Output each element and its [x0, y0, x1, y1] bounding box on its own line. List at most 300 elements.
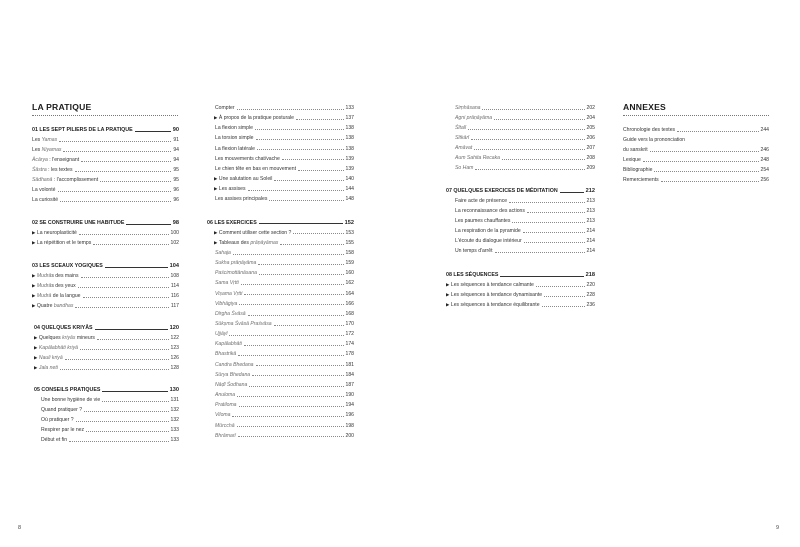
dot-leader — [76, 421, 169, 422]
triangle-right-icon: ▶ — [32, 273, 36, 278]
entry-text: La volonté — [32, 187, 56, 193]
toc-entry[interactable] — [215, 267, 354, 276]
toc-entry[interactable] — [455, 112, 595, 121]
dot-leader — [523, 232, 585, 233]
toc-entry[interactable] — [34, 362, 179, 371]
title-rule — [623, 115, 769, 116]
toc-page-number: 209 — [586, 165, 595, 171]
toc-page-number: 137 — [345, 115, 354, 122]
toc-page-number: 126 — [170, 355, 179, 361]
toc-entry-label — [455, 238, 522, 244]
dot-leader — [75, 171, 172, 172]
toc-entry[interactable] — [41, 404, 179, 413]
dot-leader — [59, 141, 171, 142]
toc-entry-label — [455, 248, 493, 254]
toc-entry-label — [34, 345, 78, 351]
entry-text: s des mains — [51, 273, 79, 279]
toc-page-number: 158 — [345, 249, 354, 256]
entry-sanskrit-term: Agni prāṇāyāma — [455, 115, 493, 121]
entry-text: Guide vers la prononciation — [623, 137, 686, 143]
toc-entry[interactable] — [455, 142, 595, 151]
toc-entry[interactable] — [446, 279, 595, 288]
entry-sanskrit-term: Candra Bhedana — [215, 361, 254, 368]
toc-page-number: 236 — [586, 302, 595, 308]
toc-entry[interactable] — [214, 112, 354, 121]
toc-entry-label — [215, 362, 254, 368]
toc-entry[interactable] — [32, 290, 179, 299]
dot-leader — [102, 401, 168, 402]
toc-entry[interactable] — [41, 414, 179, 423]
dot-leader — [249, 386, 343, 387]
toc-page-number: 220 — [586, 282, 595, 288]
toc-entry[interactable] — [455, 205, 595, 214]
toc-chapter-heading[interactable] — [32, 217, 179, 226]
toc-entry[interactable] — [32, 227, 179, 236]
toc-chapter-heading[interactable] — [446, 269, 595, 278]
toc-entry-label — [215, 260, 256, 266]
toc-chapter-heading[interactable] — [32, 124, 179, 133]
toc-entry-label — [215, 196, 267, 202]
toc-entry[interactable] — [215, 163, 354, 172]
toc-entry-label — [32, 230, 77, 236]
dot-leader — [100, 181, 171, 182]
toc-entry[interactable] — [215, 328, 354, 337]
toc-entry[interactable] — [215, 257, 354, 266]
toc-page-number: 153 — [345, 229, 354, 236]
dot-leader — [244, 294, 343, 295]
entry-text: Quatre — [36, 303, 54, 309]
toc-entry-label — [32, 167, 73, 173]
toc-entry[interactable] — [34, 352, 179, 361]
toc-entry[interactable] — [623, 144, 769, 153]
dot-leader — [65, 359, 169, 360]
dot-leader — [97, 339, 169, 340]
toc-entry[interactable] — [215, 359, 354, 368]
toc-page-number: 94 — [173, 157, 179, 163]
dot-leader — [248, 190, 344, 191]
entry-text: La répétition et le temps — [36, 240, 92, 246]
entry-text: Les séquences à tendance calmante — [450, 282, 534, 288]
entry-sanskrit-term: Bhastrikā — [215, 351, 237, 358]
toc-entry[interactable] — [32, 154, 179, 163]
toc-page-number: 132 — [170, 417, 179, 423]
dot-leader — [274, 325, 344, 326]
chapter-title: 07 QUELQUES EXERCICES DE MÉDITATION — [446, 188, 558, 194]
dot-leader — [237, 109, 344, 110]
toc-page-number: 228 — [586, 292, 595, 298]
dot-leader — [256, 139, 344, 140]
entry-text: Quelques — [38, 335, 63, 341]
toc-entry[interactable] — [215, 430, 354, 439]
toc-entry[interactable] — [455, 235, 595, 244]
toc-entry-label — [34, 335, 95, 341]
dot-leader — [80, 349, 169, 350]
toc-entry[interactable] — [215, 143, 354, 152]
dot-leader — [512, 222, 584, 223]
section-title-annexes: ANNEXES — [623, 102, 666, 112]
entry-text: : les textes — [46, 167, 73, 173]
toc-entry-label — [446, 302, 540, 308]
toc-page-number: 138 — [345, 125, 354, 132]
toc-entry[interactable] — [623, 154, 769, 163]
toc-entry[interactable] — [623, 164, 769, 173]
toc-entry[interactable] — [215, 288, 354, 297]
toc-entry-label — [215, 331, 227, 337]
entry-text: Où pratiquer ? — [41, 417, 74, 423]
entry-text: Chronologie des textes — [623, 127, 676, 133]
entry-sanskrit-term: Aum Sahita Recaka — [455, 155, 501, 161]
entry-sanskrit-term: kriyās — [62, 335, 76, 341]
toc-entry[interactable] — [215, 399, 354, 408]
entry-sanskrit-term: Śāstra — [32, 167, 47, 173]
toc-entry[interactable] — [41, 424, 179, 433]
entry-text: Faire acte de présence — [455, 198, 508, 204]
entry-sanskrit-term: Sahaja — [215, 249, 231, 256]
toc-entry[interactable] — [32, 280, 179, 289]
entry-text: Les assises — [218, 186, 246, 193]
toc-page-number: 139 — [345, 155, 354, 162]
dot-leader — [69, 441, 168, 442]
toc-page-number: 190 — [345, 392, 354, 399]
toc-page-number: 131 — [170, 397, 179, 403]
toc-entry[interactable] — [32, 270, 179, 279]
toc-chapter-heading[interactable] — [32, 260, 179, 269]
toc-entry[interactable] — [455, 102, 595, 111]
toc-page-number: 133 — [170, 437, 179, 443]
page-number-left: 8 — [18, 525, 22, 531]
dot-leader — [650, 151, 759, 152]
toc-entry-label — [215, 402, 237, 408]
toc-entry[interactable] — [455, 245, 595, 254]
dot-leader — [63, 151, 171, 152]
entry-sanskrit-term: Siṃhāsana — [455, 105, 481, 111]
toc-entry-label — [215, 372, 250, 378]
toc-page-number: 95 — [173, 177, 179, 183]
entry-sanskrit-term: Kapālabhāti kriyā — [38, 345, 78, 351]
toc-entry[interactable] — [215, 420, 354, 429]
dot-leader — [494, 119, 584, 120]
toc-entry-label — [32, 273, 79, 279]
toc-page-number: 91 — [173, 137, 179, 143]
toc-page-number: 162 — [345, 280, 354, 287]
toc-entry-label — [215, 301, 237, 307]
entry-sanskrit-term: bandhas — [53, 303, 74, 309]
triangle-right-icon: ▶ — [32, 303, 36, 308]
dot-leader — [495, 252, 585, 253]
toc-entry-label — [214, 176, 272, 182]
dot-leader — [542, 306, 585, 307]
toc-entry-label — [32, 220, 124, 226]
triangle-right-icon: ▶ — [32, 230, 36, 235]
toc-entry-label — [32, 127, 133, 133]
toc-entry[interactable] — [215, 153, 354, 162]
toc-page-number: 168 — [345, 310, 354, 317]
entry-sanskrit-term: Bhrāmarī — [215, 432, 236, 439]
toc-page-number: 172 — [345, 331, 354, 338]
toc-page-number: 187 — [345, 381, 354, 388]
entry-sanskrit-term: Viloma — [215, 412, 231, 419]
toc-entry-label — [455, 125, 466, 131]
triangle-right-icon: ▶ — [34, 355, 38, 360]
toc-page-number: 213 — [586, 208, 595, 214]
toc-entry-label — [455, 105, 480, 111]
toc-entry[interactable] — [455, 152, 595, 161]
toc-page-number: 128 — [170, 365, 179, 371]
toc-entry[interactable] — [215, 379, 354, 388]
dot-leader — [58, 191, 172, 192]
entry-sanskrit-term: Kapālabhāti — [215, 341, 242, 348]
entry-text: du sanskrit — [623, 147, 648, 153]
toc-page-number: 244 — [760, 127, 769, 133]
section-title-pratique: LA PRATIQUE — [32, 102, 92, 112]
toc-entry-label — [215, 146, 255, 152]
toc-entry[interactable] — [455, 225, 595, 234]
toc-entry[interactable] — [214, 237, 354, 246]
toc-entry[interactable] — [455, 132, 595, 141]
entry-sanskrit-term: Dīrgha Śvāsā — [215, 310, 246, 317]
toc-entry[interactable] — [455, 215, 595, 224]
toc-page-number: 138 — [345, 135, 354, 142]
toc-entry[interactable] — [214, 173, 354, 182]
dot-leader — [229, 335, 343, 336]
toc-entry[interactable] — [455, 195, 595, 204]
dot-leader — [237, 396, 343, 397]
toc-entry[interactable] — [215, 277, 354, 286]
title-rule — [32, 115, 178, 116]
toc-page-number: 152 — [344, 219, 354, 226]
dot-leader — [238, 436, 344, 437]
dot-leader — [241, 284, 344, 285]
toc-entry-label — [32, 137, 57, 143]
toc-page-number: 95 — [173, 167, 179, 173]
toc-entry-label — [34, 355, 63, 361]
dot-leader — [258, 264, 343, 265]
toc-entry[interactable] — [455, 122, 595, 131]
dot-leader — [60, 369, 169, 370]
dot-leader — [239, 406, 344, 407]
toc-entry-label — [214, 230, 291, 236]
toc-entry[interactable] — [215, 369, 354, 378]
toc-entry[interactable] — [41, 394, 179, 403]
toc-entry[interactable] — [455, 162, 595, 171]
toc-entry-label — [455, 198, 507, 204]
dot-leader — [135, 131, 171, 132]
entry-text: L'écoute du dialogue intérieur — [455, 238, 522, 244]
toc-page-number: 248 — [760, 157, 769, 163]
toc-page-number: 202 — [586, 105, 595, 111]
dot-leader — [677, 131, 758, 132]
toc-page-number: 205 — [586, 125, 595, 131]
entry-sanskrit-term: Amāvat — [455, 145, 473, 151]
toc-entry-label — [32, 240, 91, 246]
toc-entry[interactable] — [215, 409, 354, 418]
entry-text: Bibliographie — [623, 167, 653, 173]
dot-leader — [259, 223, 343, 224]
toc-entry[interactable] — [215, 247, 354, 256]
toc-entry[interactable] — [623, 124, 769, 133]
dot-leader — [274, 180, 343, 181]
entry-sanskrit-term: Śītalī — [455, 125, 467, 131]
toc-chapter-heading[interactable] — [207, 217, 354, 226]
dot-leader — [280, 244, 343, 245]
toc-entry[interactable] — [215, 193, 354, 202]
dot-leader — [102, 391, 167, 392]
toc-page-number: 256 — [760, 177, 769, 183]
entry-sanskrit-term: Sama Vṛtti — [215, 280, 239, 287]
dot-leader — [79, 234, 169, 235]
toc-entry[interactable] — [32, 194, 179, 203]
entry-text: Les séquences à tendance équilibrante — [450, 302, 540, 308]
toc-chapter-heading[interactable] — [34, 384, 179, 393]
entry-sanskrit-term: prāṇāyāmas — [250, 239, 279, 246]
toc-entry-label — [215, 270, 257, 276]
toc-entry[interactable] — [32, 300, 179, 309]
entry-text: La curiosité — [32, 197, 59, 203]
toc-page-number: 164 — [345, 290, 354, 297]
dot-leader — [482, 109, 584, 110]
dot-leader — [248, 315, 344, 316]
entry-sanskrit-term: Sītkārī — [455, 135, 470, 141]
dot-leader — [654, 171, 758, 172]
dot-leader — [86, 431, 168, 432]
toc-page-number: 94 — [173, 147, 179, 153]
triangle-right-icon: ▶ — [32, 240, 36, 245]
toc-page-number: 200 — [345, 432, 354, 439]
toc-entry-label — [455, 165, 473, 171]
toc-page-number: 122 — [170, 335, 179, 341]
triangle-right-icon: ▶ — [214, 115, 218, 121]
toc-page-number: 174 — [345, 341, 354, 348]
toc-page-number: 214 — [586, 238, 595, 244]
toc-page-number: 184 — [345, 371, 354, 378]
chapter-title: 08 LES SÉQUENCES — [446, 272, 499, 278]
dot-leader — [661, 181, 759, 182]
entry-text: Les assises principales — [215, 196, 268, 203]
toc-page-number: 114 — [170, 283, 179, 289]
entry-text: La flexion simple — [215, 125, 253, 132]
entry-sanskrit-term: Viṣama Vṛtti — [215, 290, 243, 297]
toc-entry-label — [215, 321, 272, 327]
toc-entry[interactable] — [446, 299, 595, 308]
entry-text: Remerciements — [623, 177, 659, 183]
toc-entry[interactable] — [215, 102, 354, 111]
entry-text: : l'accomplissement — [52, 177, 99, 183]
entry-text: Le chien tête en bas en mouvement — [215, 165, 296, 172]
entry-text: Les — [32, 147, 42, 153]
toc-entry[interactable] — [214, 183, 354, 192]
entry-sanskrit-term: Ujjāyī — [215, 331, 228, 338]
toc-entry-label — [41, 437, 67, 443]
entry-text: de la langue — [51, 293, 81, 299]
toc-page-number: 196 — [345, 412, 354, 419]
dot-leader — [95, 329, 168, 330]
toc-page-number: 104 — [169, 263, 179, 269]
toc-page-number: 218 — [585, 272, 595, 278]
toc-page-number: 120 — [169, 325, 179, 331]
entry-text: Une bonne hygiène de vie — [41, 397, 101, 403]
dot-leader — [83, 297, 169, 298]
toc-entry-label — [215, 156, 280, 162]
dot-leader — [502, 159, 584, 160]
toc-entry[interactable] — [215, 389, 354, 398]
entry-text: La neuroplasticité — [36, 230, 77, 236]
toc-entry[interactable] — [32, 134, 179, 143]
dot-leader — [298, 170, 344, 171]
dot-leader — [282, 159, 344, 160]
toc-entry[interactable] — [34, 332, 179, 341]
dot-leader — [293, 233, 343, 234]
toc-entry[interactable] — [623, 174, 769, 183]
toc-page-number: 246 — [760, 147, 769, 153]
toc-entry[interactable] — [215, 132, 354, 141]
toc-entry-label — [215, 412, 230, 418]
triangle-right-icon: ▶ — [34, 335, 38, 340]
toc-entry-label — [215, 105, 235, 111]
toc-page-number: 117 — [170, 303, 179, 309]
entry-text: : l'enseignant — [47, 157, 80, 163]
dot-leader — [75, 307, 168, 308]
toc-entry[interactable] — [32, 184, 179, 193]
toc-entry-label — [41, 407, 82, 413]
toc-chapter-heading[interactable] — [446, 185, 595, 194]
toc-page-number: 130 — [169, 387, 179, 393]
toc-entry-label — [215, 280, 239, 286]
entry-text: La respiration de la pyramide — [455, 228, 521, 234]
entry-text: Les paumes chauffantes — [455, 218, 511, 224]
toc-chapter-heading[interactable] — [34, 322, 179, 331]
dot-leader — [238, 355, 343, 356]
triangle-right-icon: ▶ — [32, 283, 36, 288]
toc-entry[interactable] — [215, 318, 354, 327]
toc-entry[interactable] — [32, 174, 179, 183]
toc-entry[interactable] — [41, 434, 179, 443]
toc-entry[interactable] — [34, 342, 179, 351]
toc-entry[interactable] — [446, 289, 595, 298]
toc-entry[interactable] — [32, 164, 179, 173]
toc-entry-label — [446, 292, 542, 298]
toc-page-number: 133 — [170, 427, 179, 433]
toc-entry[interactable] — [215, 298, 354, 307]
toc-entry[interactable] — [214, 227, 354, 236]
toc-entry[interactable] — [32, 237, 179, 246]
dot-leader — [81, 161, 171, 162]
toc-entry[interactable] — [215, 308, 354, 317]
toc-entry[interactable] — [215, 348, 354, 357]
toc-entry[interactable] — [32, 144, 179, 153]
triangle-right-icon: ▶ — [446, 302, 450, 307]
triangle-right-icon: ▶ — [34, 365, 38, 370]
toc-entry[interactable] — [215, 122, 354, 131]
entry-sanskrit-term: Jala neti — [38, 365, 58, 371]
entry-sanskrit-term: Mūrcchā — [215, 422, 235, 429]
triangle-right-icon: ▶ — [34, 345, 38, 350]
toc-page-number: 213 — [586, 198, 595, 204]
dot-leader — [93, 244, 168, 245]
toc-entry[interactable] — [215, 338, 354, 347]
toc-entry-label — [455, 145, 472, 151]
dot-leader — [471, 139, 584, 140]
toc-page-number: 198 — [345, 422, 354, 429]
toc-entry[interactable] — [623, 134, 769, 143]
dot-leader — [244, 345, 344, 346]
toc-entry-label — [215, 392, 235, 398]
toc-page-number: 155 — [345, 239, 354, 246]
toc-entry-label — [215, 351, 236, 357]
triangle-right-icon: ▶ — [214, 239, 218, 245]
dot-leader — [257, 149, 344, 150]
dot-leader — [500, 276, 583, 277]
triangle-right-icon: ▶ — [214, 176, 218, 182]
